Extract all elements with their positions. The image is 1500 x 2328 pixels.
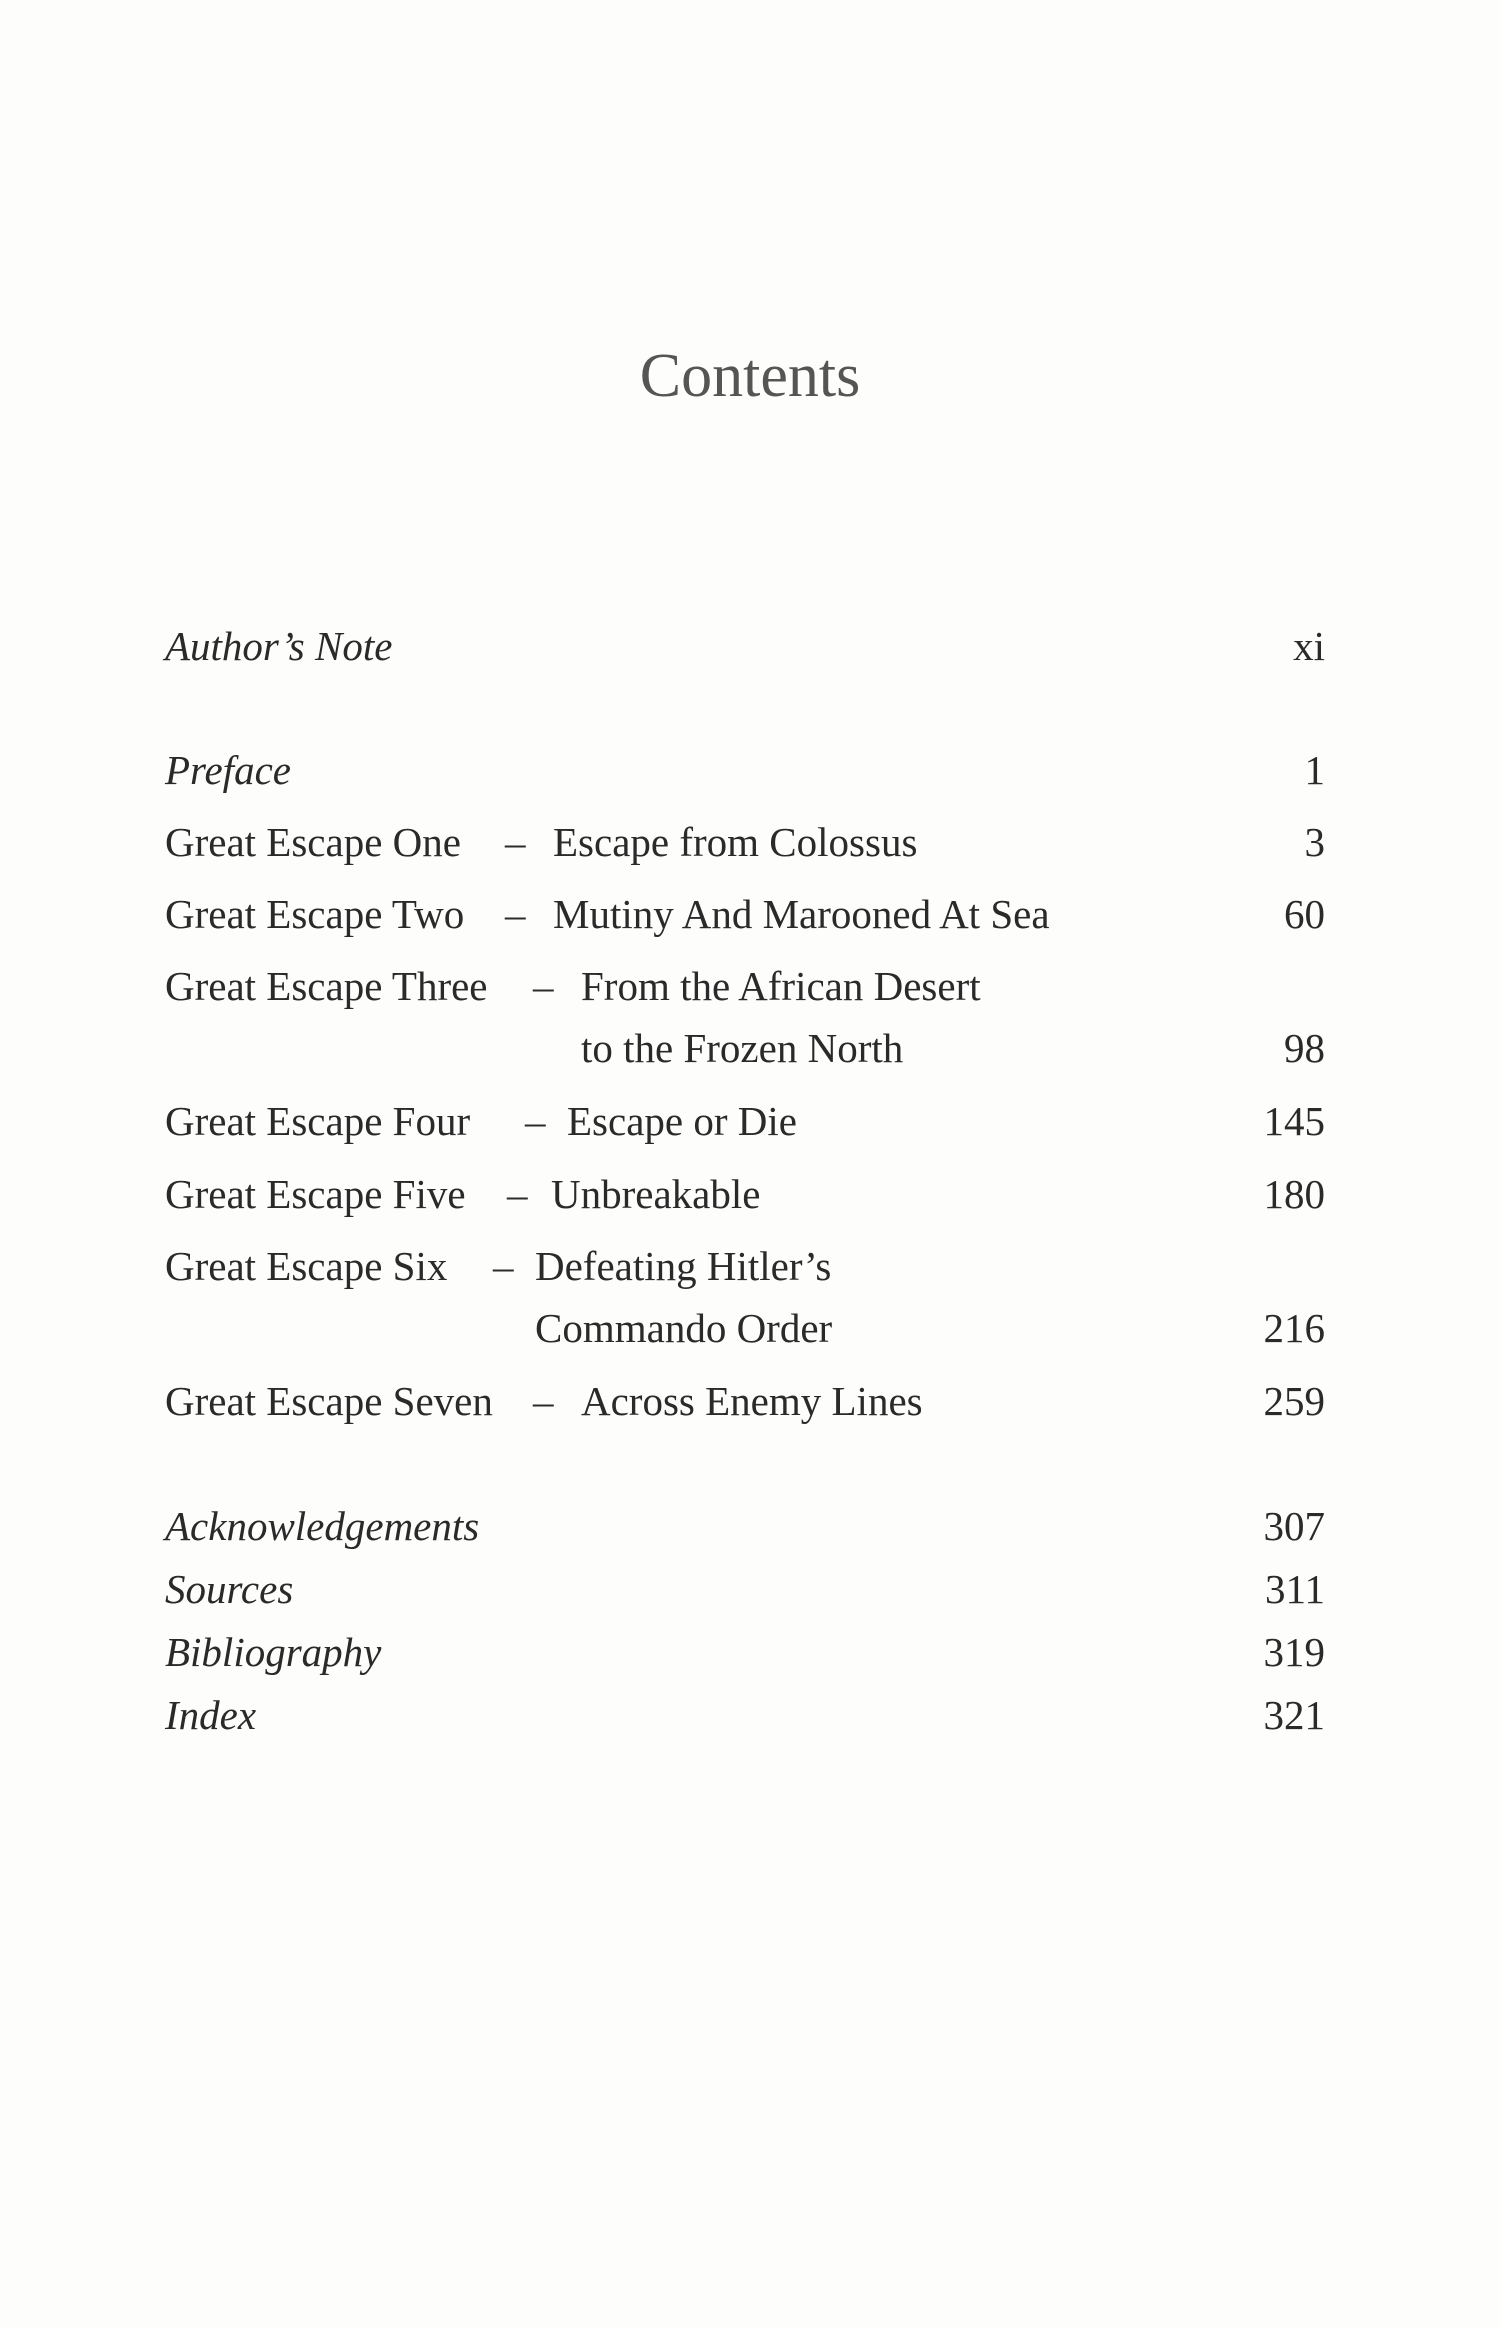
toc-entry-label: Author’s Note: [165, 623, 393, 669]
toc-entry-label: Preface: [165, 747, 291, 793]
chapter-page: 180: [1263, 1171, 1325, 1217]
chapter-name: Great Escape Two: [165, 891, 465, 937]
toc-entry-label: Sources: [165, 1566, 294, 1612]
chapter-dash: –: [507, 1171, 528, 1217]
toc-entry-label: Bibliography: [165, 1629, 382, 1675]
toc-entry-page: 307: [1263, 1503, 1325, 1549]
toc-entry-label: Acknowledgements: [165, 1503, 480, 1549]
chapter-page: 3: [1304, 819, 1325, 865]
page-title: Contents: [639, 342, 861, 410]
chapter-subtitle: Escape from Colossus: [553, 819, 918, 865]
chapter-subtitle-line-2: Commando Order: [535, 1305, 833, 1351]
chapter-name: Great Escape Six: [165, 1243, 448, 1289]
chapter-dash: –: [533, 963, 554, 1009]
chapter-subtitle: Across Enemy Lines: [581, 1378, 923, 1424]
toc-entry-page: 311: [1265, 1566, 1325, 1612]
chapter-name: Great Escape Seven: [165, 1378, 493, 1424]
chapter-subtitle: Escape or Die: [567, 1098, 797, 1144]
chapter-name: Great Escape Five: [165, 1171, 466, 1217]
toc-entry-page: 319: [1263, 1629, 1325, 1675]
chapter-page: 98: [1284, 1025, 1325, 1071]
toc-entry-page: 1: [1304, 747, 1325, 793]
chapter-dash: –: [505, 819, 526, 865]
toc-entry-page: 321: [1263, 1692, 1325, 1738]
chapter-name: Great Escape Three: [165, 963, 488, 1009]
chapter-page: 259: [1263, 1378, 1325, 1424]
toc-entry-label: Index: [165, 1692, 257, 1738]
chapter-dash: –: [525, 1098, 546, 1144]
chapter-page: 60: [1284, 891, 1325, 937]
chapter-subtitle-line-2: to the Frozen North: [581, 1025, 904, 1071]
chapter-name: Great Escape One: [165, 819, 461, 865]
chapter-subtitle: From the African Desert: [581, 963, 981, 1009]
chapter-dash: –: [505, 891, 526, 937]
chapter-dash: –: [493, 1243, 514, 1289]
chapter-page: 216: [1263, 1305, 1325, 1351]
chapter-name: Great Escape Four: [165, 1098, 471, 1144]
chapter-subtitle: Unbreakable: [551, 1171, 761, 1217]
toc-chapter-6: [165, 1242, 1325, 1352]
chapter-page: 145: [1263, 1098, 1325, 1144]
chapter-subtitle: Defeating Hitler’s: [535, 1243, 832, 1289]
toc-entry-page: xi: [1293, 623, 1325, 669]
chapter-dash: –: [533, 1378, 554, 1424]
chapter-subtitle: Mutiny And Marooned At Sea: [553, 891, 1050, 937]
toc-chapter-3: [165, 962, 1325, 1072]
